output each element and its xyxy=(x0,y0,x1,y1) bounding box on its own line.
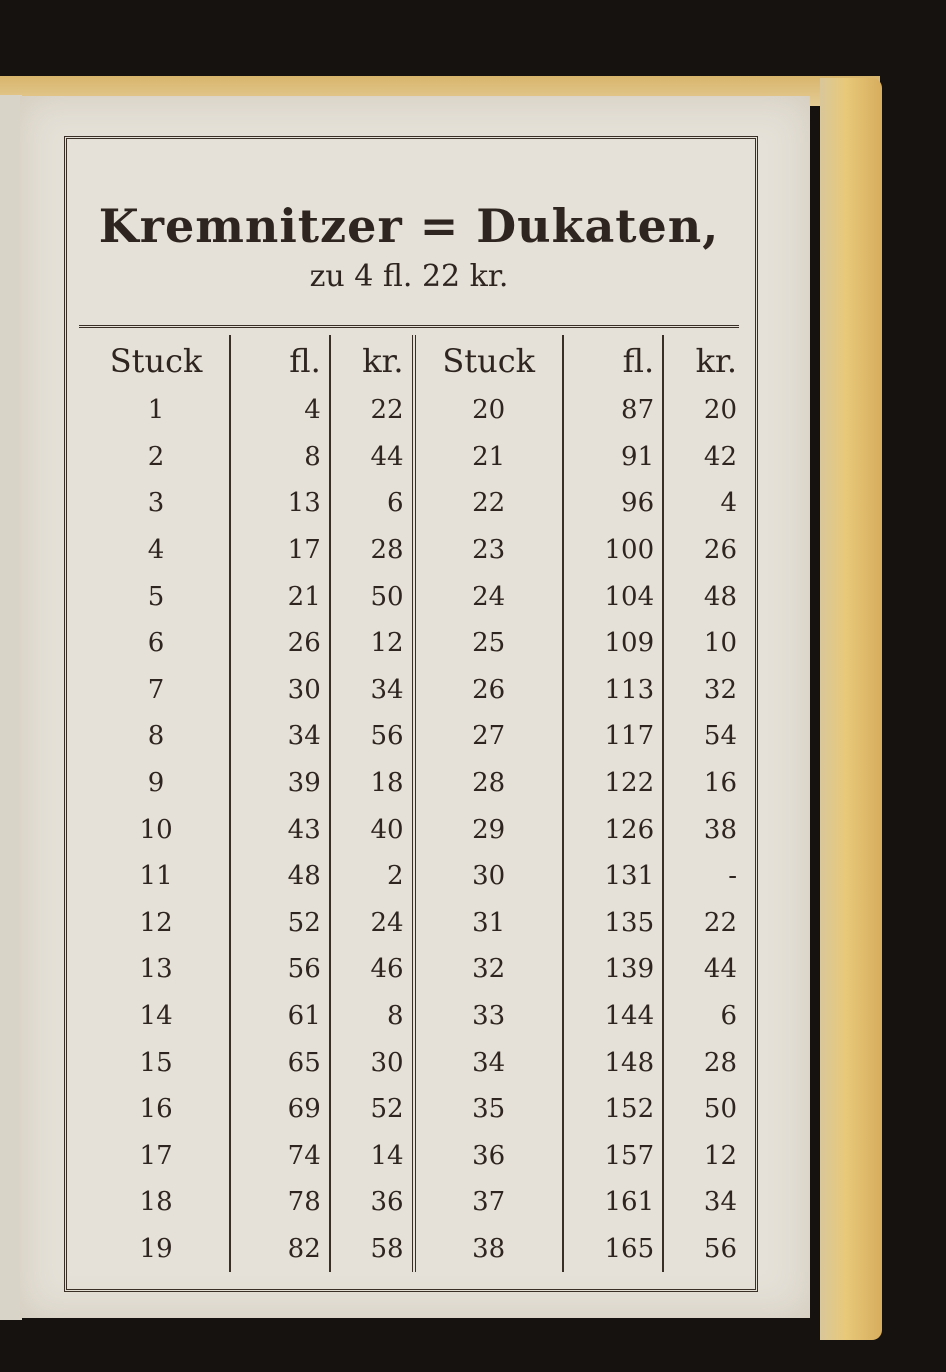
facing-page-edge xyxy=(0,95,22,1320)
book-cover-edge xyxy=(820,78,882,1340)
cell-stuck-right: 37 xyxy=(414,1179,563,1226)
cell-stuck-right: 36 xyxy=(414,1133,563,1180)
cell-kr-left: 52 xyxy=(330,1086,414,1133)
cell-stuck-right: 30 xyxy=(414,853,563,900)
cell-fl-right: 135 xyxy=(563,900,663,947)
cell-kr-right: 42 xyxy=(703,441,737,472)
table-header-row xyxy=(83,335,745,387)
cell-kr-left: 40 xyxy=(330,806,414,853)
cell-fl-right: 96 xyxy=(563,480,663,527)
header-fl-right: fl. xyxy=(563,335,663,387)
cell-stuck-right: 27 xyxy=(414,713,563,760)
cell-stuck-left: 14 xyxy=(83,993,230,1040)
cell-kr-left: 44 xyxy=(330,434,414,481)
table-row xyxy=(83,527,745,574)
cell-fl-right: 157 xyxy=(563,1133,663,1180)
cell-kr-left: 30 xyxy=(330,1039,414,1086)
cell-stuck-right: 28 xyxy=(414,760,563,807)
cell-stuck-right: 26 xyxy=(414,667,563,714)
cell-fl-left: 34 xyxy=(230,713,330,760)
cell-stuck-right: 29 xyxy=(414,806,563,853)
cell-stuck-left: 10 xyxy=(83,806,230,853)
cell-stuck-right: 34 xyxy=(414,1039,563,1086)
cell-stuck-right: 20 xyxy=(414,387,563,434)
table-row xyxy=(83,1179,745,1226)
cell-fl-right: 131 xyxy=(563,853,663,900)
cell-stuck-left: 4 xyxy=(83,527,230,574)
cell-kr-right: 10 xyxy=(703,628,737,659)
cell-fl-right: 122 xyxy=(563,760,663,807)
header-stuck-left: Stuck xyxy=(83,335,230,387)
cell-stuck-left: 7 xyxy=(83,667,230,714)
table-frame xyxy=(64,136,758,1292)
cell-kr-right: 34 xyxy=(703,1187,737,1218)
table-row xyxy=(83,620,745,667)
cell-fl-right: 109 xyxy=(563,620,663,667)
cell-fl-left: 65 xyxy=(230,1039,330,1086)
cell-kr-left: 58 xyxy=(330,1226,414,1273)
cell-stuck-left: 17 xyxy=(83,1133,230,1180)
table-row xyxy=(83,1226,745,1273)
cell-kr-right: 56 xyxy=(703,1233,737,1264)
cell-stuck-left: 15 xyxy=(83,1039,230,1086)
table-row xyxy=(83,573,745,620)
cell-stuck-left: 6 xyxy=(83,620,230,667)
header-kr-right: kr. xyxy=(695,342,737,380)
cell-fl-left: 39 xyxy=(230,760,330,807)
header-kr-left: kr. xyxy=(330,335,414,387)
cell-stuck-left: 1 xyxy=(83,387,230,434)
cell-kr-left: 2 xyxy=(330,853,414,900)
cell-stuck-left: 3 xyxy=(83,480,230,527)
cell-kr-right: 54 xyxy=(703,721,737,752)
cell-fl-left: 82 xyxy=(230,1226,330,1273)
cell-stuck-left: 5 xyxy=(83,573,230,620)
table-row xyxy=(83,853,745,900)
cell-fl-right: 161 xyxy=(563,1179,663,1226)
cell-kr-right: 6 xyxy=(720,1001,737,1032)
cell-fl-left: 21 xyxy=(230,573,330,620)
table-row xyxy=(83,480,745,527)
table-row xyxy=(83,760,745,807)
cell-stuck-right: 38 xyxy=(414,1226,563,1273)
header-fl-left: fl. xyxy=(230,335,330,387)
cell-kr-right: 26 xyxy=(703,535,737,566)
cell-fl-right: 126 xyxy=(563,806,663,853)
cell-kr-left: 6 xyxy=(330,480,414,527)
cell-fl-right: 148 xyxy=(563,1039,663,1086)
cell-stuck-left: 18 xyxy=(83,1179,230,1226)
cell-kr-right: 44 xyxy=(703,954,737,985)
table-row xyxy=(83,1133,745,1180)
cell-stuck-left: 8 xyxy=(83,713,230,760)
cell-kr-right: 22 xyxy=(703,907,737,938)
cell-stuck-left: 11 xyxy=(83,853,230,900)
cell-kr-right: 48 xyxy=(703,581,737,612)
table-row xyxy=(83,387,745,434)
table-row xyxy=(83,434,745,481)
cell-stuck-left: 9 xyxy=(83,760,230,807)
cell-fl-right: 87 xyxy=(563,387,663,434)
cell-stuck-right: 33 xyxy=(414,993,563,1040)
page-title: Kremnitzer = Dukaten, xyxy=(98,199,720,253)
cell-stuck-left: 2 xyxy=(83,434,230,481)
table-row xyxy=(83,713,745,760)
table-row xyxy=(83,1039,745,1086)
cell-stuck-right: 25 xyxy=(414,620,563,667)
cell-kr-left: 14 xyxy=(330,1133,414,1180)
cell-stuck-left: 16 xyxy=(83,1086,230,1133)
conversion-table xyxy=(83,335,745,1272)
cell-kr-right: 38 xyxy=(703,814,737,845)
cell-fl-left: 78 xyxy=(230,1179,330,1226)
header-stuck-right: Stuck xyxy=(414,335,563,387)
cell-fl-left: 69 xyxy=(230,1086,330,1133)
cell-fl-left: 56 xyxy=(230,946,330,993)
cell-fl-right: 165 xyxy=(563,1226,663,1273)
cell-fl-left: 43 xyxy=(230,806,330,853)
cell-stuck-left: 19 xyxy=(83,1226,230,1273)
cell-fl-left: 74 xyxy=(230,1133,330,1180)
book-page xyxy=(20,96,810,1318)
page-subtitle: zu 4 fl. 22 kr. xyxy=(309,259,509,294)
cell-fl-left: 13 xyxy=(230,480,330,527)
cell-fl-left: 4 xyxy=(230,387,330,434)
cell-fl-right: 144 xyxy=(563,993,663,1040)
title-box xyxy=(79,145,739,328)
cell-kr-left: 8 xyxy=(330,993,414,1040)
cell-fl-left: 30 xyxy=(230,667,330,714)
cell-kr-right: - xyxy=(728,861,737,892)
table-row xyxy=(83,1086,745,1133)
cell-fl-right: 100 xyxy=(563,527,663,574)
table-row xyxy=(83,667,745,714)
cell-kr-left: 28 xyxy=(330,527,414,574)
table-row xyxy=(83,946,745,993)
cell-stuck-left: 13 xyxy=(83,946,230,993)
cell-kr-right: 20 xyxy=(703,395,737,426)
cell-kr-left: 50 xyxy=(330,573,414,620)
cell-stuck-right: 32 xyxy=(414,946,563,993)
cell-fl-left: 17 xyxy=(230,527,330,574)
cell-fl-left: 52 xyxy=(230,900,330,947)
cell-fl-left: 8 xyxy=(230,434,330,481)
cell-fl-right: 117 xyxy=(563,713,663,760)
cell-kr-left: 18 xyxy=(330,760,414,807)
cell-kr-left: 22 xyxy=(330,387,414,434)
cell-fl-left: 26 xyxy=(230,620,330,667)
cell-fl-right: 139 xyxy=(563,946,663,993)
cell-kr-right: 16 xyxy=(703,768,737,799)
cell-kr-right: 28 xyxy=(703,1047,737,1078)
cell-kr-left: 56 xyxy=(330,713,414,760)
cell-stuck-right: 21 xyxy=(414,434,563,481)
cell-kr-left: 36 xyxy=(330,1179,414,1226)
cell-kr-left: 46 xyxy=(330,946,414,993)
cell-kr-right: 4 xyxy=(720,488,737,519)
cell-kr-left: 12 xyxy=(330,620,414,667)
cell-stuck-right: 22 xyxy=(414,480,563,527)
table-body xyxy=(83,387,745,1272)
cell-stuck-right: 31 xyxy=(414,900,563,947)
cell-kr-right: 32 xyxy=(703,674,737,705)
table-row xyxy=(83,900,745,947)
cell-stuck-right: 23 xyxy=(414,527,563,574)
cell-kr-left: 24 xyxy=(330,900,414,947)
cell-fl-right: 113 xyxy=(563,667,663,714)
cell-fl-right: 91 xyxy=(563,434,663,481)
cell-kr-right: 12 xyxy=(703,1140,737,1171)
table-row xyxy=(83,806,745,853)
cell-stuck-left: 12 xyxy=(83,900,230,947)
cell-fl-left: 61 xyxy=(230,993,330,1040)
cell-fl-right: 152 xyxy=(563,1086,663,1133)
cell-kr-left: 34 xyxy=(330,667,414,714)
table-row xyxy=(83,993,745,1040)
cell-kr-right: 50 xyxy=(703,1094,737,1125)
cell-fl-left: 48 xyxy=(230,853,330,900)
cell-fl-right: 104 xyxy=(563,573,663,620)
cell-stuck-right: 24 xyxy=(414,573,563,620)
cell-stuck-right: 35 xyxy=(414,1086,563,1133)
